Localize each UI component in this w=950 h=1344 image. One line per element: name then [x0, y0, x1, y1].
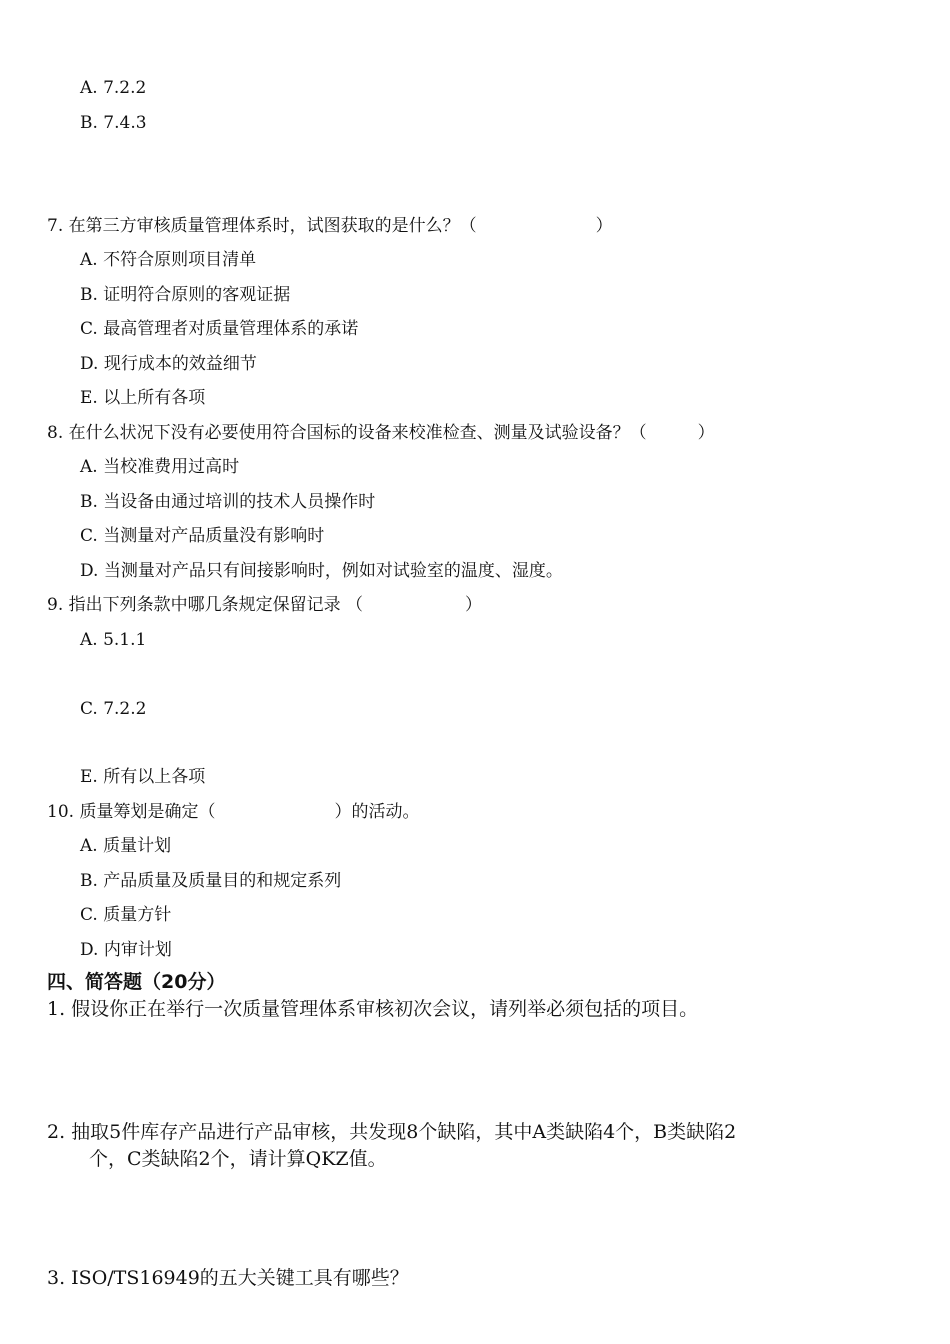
question-7-option-d: D. 现行成本的效益细节: [80, 354, 257, 374]
question-9-stem: 9. 指出下列条款中哪几条规定保留记录 （ ）: [47, 595, 483, 615]
option-prev-b: B. 7.4.3: [80, 113, 147, 133]
question-10-option-a: A. 质量计划: [80, 836, 172, 856]
question-9-option-e: E. 所有以上各项: [80, 767, 206, 787]
question-7-option-e: E. 以上所有各项: [80, 388, 206, 408]
question-7-option-c: C. 最高管理者对质量管理体系的承诺: [80, 319, 359, 339]
question-8-option-c: C. 当测量对产品质量没有影响时: [80, 526, 325, 546]
question-10-option-b: B. 产品质量及质量目的和规定系列: [80, 871, 342, 891]
question-8-option-d: D. 当测量对产品只有间接影响时，例如对试验室的温度、湿度。: [80, 561, 563, 581]
short-answer-2-continuation: 个，C类缺陷2个，请计算QKZ值。: [89, 1148, 387, 1170]
question-8-stem: 8. 在什么状况下没有必要使用符合国标的设备来校准检查、测量及试验设备？（ ）: [47, 423, 715, 443]
short-answer-2: 2. 抽取5件库存产品进行产品审核，共发现8个缺陷，其中A类缺陷4个，B类缺陷2: [47, 1121, 737, 1143]
question-8-option-a: A. 当校准费用过高时: [80, 457, 240, 477]
question-7-stem: 7. 在第三方审核质量管理体系时，试图获取的是什么？（ ）: [47, 216, 613, 236]
question-7-option-b: B. 证明符合原则的客观证据: [80, 285, 291, 305]
option-prev-a: A. 7.2.2: [80, 78, 147, 98]
question-8-option-b: B. 当设备由通过培训的技术人员操作时: [80, 492, 376, 512]
short-answer-1: 1. 假设你正在举行一次质量管理体系审核初次会议，请列举必须包括的项目。: [47, 998, 699, 1020]
short-answer-3: 3. ISO/TS16949的五大关键工具有哪些？: [47, 1267, 409, 1289]
question-7-option-a: A. 不符合原则项目清单: [80, 250, 257, 270]
question-10-stem: 10. 质量筹划是确定（ ）的活动。: [47, 802, 420, 822]
question-9-option-c: C. 7.2.2: [80, 699, 147, 719]
question-9-option-a: A. 5.1.1: [80, 630, 147, 650]
section-heading: 四、简答题（20分）: [47, 971, 226, 993]
question-10-option-c: C. 质量方针: [80, 905, 172, 925]
question-10-option-d: D. 内审计划: [80, 940, 172, 960]
